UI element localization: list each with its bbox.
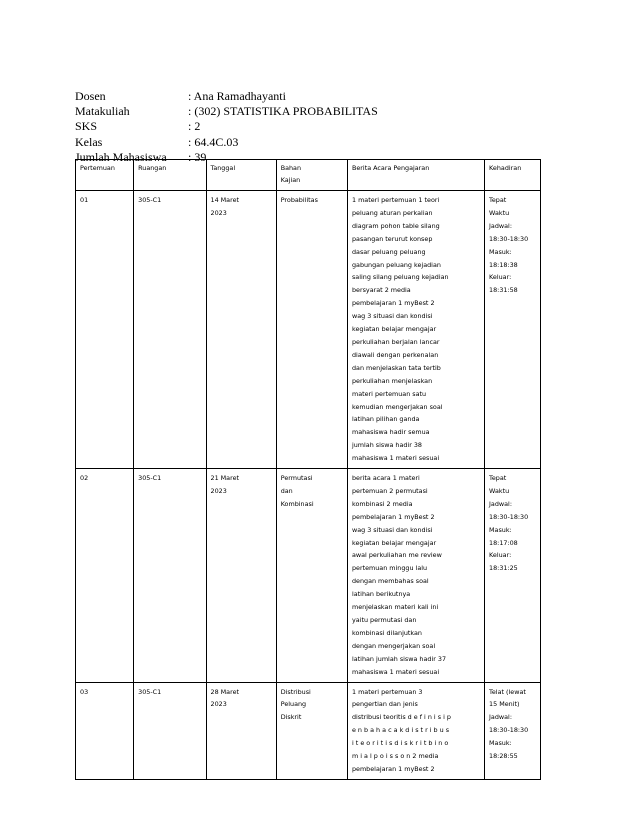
cell-bahan-kajian: Probabilitas [276, 191, 347, 469]
cell-pertemuan: 02 [76, 469, 134, 683]
info-label: Matakuliah [75, 104, 130, 119]
cell-pertemuan: 01 [76, 191, 134, 469]
info-label: SKS [75, 119, 98, 134]
cell-kehadiran: Tepat Waktu Jadwal: 18:30-18:30 Masuk: 18:17:08 Keluar: 18:31:25 [485, 469, 541, 683]
cell-bahan-kajian: Distribusi Peluang Diskrit [276, 682, 347, 779]
cell-berita-acara: 1 materi pertemuan 1 teori peluang aturan perkalian diagram pohon table silang pasangan terurut konsep dasar peluang peluang gabungan peluang kejadian saling silang peluang kejadian bersyarat 2 media pembelajaran 1 myBest 2 wag 3 situasi dan kondisi kegiatan belajar mengajar perkuliahan berjalan lancar diawali dengan perkenalan dan menjelaskan tata tertib perkuliahan menjelaskan materi pertemuan satu kemudian mengerjakan soal latihan pilihan ganda mahasiswa hadir semua jumlah siswa hadir 38 mahasiswa 1 materi sesuai [347, 191, 484, 469]
info-value: : 64.4C.03 [188, 134, 239, 149]
table-row [76, 191, 541, 469]
info-value: : 39 [188, 149, 207, 164]
info-value: : Ana Ramadhayanti [188, 89, 286, 103]
cell-tanggal: 14 Maret 2023 [206, 191, 276, 469]
table-row [76, 469, 541, 683]
table-row [76, 682, 541, 779]
cell-ruangan: 305-C1 [134, 469, 206, 683]
info-value: : 2 [188, 119, 201, 134]
cell-tanggal: 21 Maret 2023 [206, 469, 276, 683]
info-row-kelas [75, 135, 378, 150]
info-label: Kelas [75, 134, 103, 149]
cell-bahan-kajian: Permutasi dan Kombinasi [276, 469, 347, 683]
header-kehadiran: Kehadiran [485, 160, 541, 191]
header-tanggal: Tanggal [206, 160, 276, 191]
cell-berita-acara: berita acara 1 materi pertemuan 2 permutasi kombinasi 2 media pembelajaran 1 myBest 2 wag 3 situasi dan kondisi kegiatan belajar mengajar awal perkuliahan me review pertemuan minggu lalu dengan membahas soal latihan berikutnya menjelaskan materi kali ini yaitu permutasi dan kombinasi dilanjutkan dengan mengerjakan soal latihan jumlah siswa hadir 37 mahasiswa 1 materi sesuai [347, 469, 484, 683]
info-row-sks [75, 119, 378, 134]
info-label: Jumlah Mahasiswa [75, 149, 167, 164]
header-berita-acara: Berita Acara Pengajaran [347, 160, 484, 191]
cell-kehadiran: Tepat Waktu Jadwal: 18:30-18:30 Masuk: 18:18:38 Keluar: 18:31:58 [485, 191, 541, 469]
info-label: Dosen [75, 89, 106, 103]
cell-ruangan: 305-C1 [134, 191, 206, 469]
cell-ruangan: 305-C1 [134, 682, 206, 779]
header-ruangan: Ruangan [134, 160, 206, 191]
cell-berita-acara: 1 materi pertemuan 3 pengertian dan jenis distribusi teoritis d e f i n i s i p e n b a h a c a k d i s t r i b u s i t e o r i t i s d i s k r i t b i n o m i a l p o i s s o n 2 media pembelajaran 1 myBest 2 [347, 682, 484, 779]
info-row-matakuliah [75, 104, 378, 119]
info-value: : (302) STATISTIKA PROBABILITAS [188, 104, 378, 119]
cell-tanggal: 28 Maret 2023 [206, 682, 276, 779]
header-bahan-kajian: Bahan Kajian [276, 160, 347, 191]
header-pertemuan: Pertemuan [76, 160, 134, 191]
cell-pertemuan: 03 [76, 682, 134, 779]
attendance-table [75, 159, 541, 780]
info-row-dosen [75, 89, 378, 104]
cell-kehadiran: Telat (lewat 15 Menit) Jadwal: 18:30-18:30 Masuk: 18:28:55 [485, 682, 541, 779]
course-info [75, 89, 378, 165]
table-header-row [76, 160, 541, 191]
